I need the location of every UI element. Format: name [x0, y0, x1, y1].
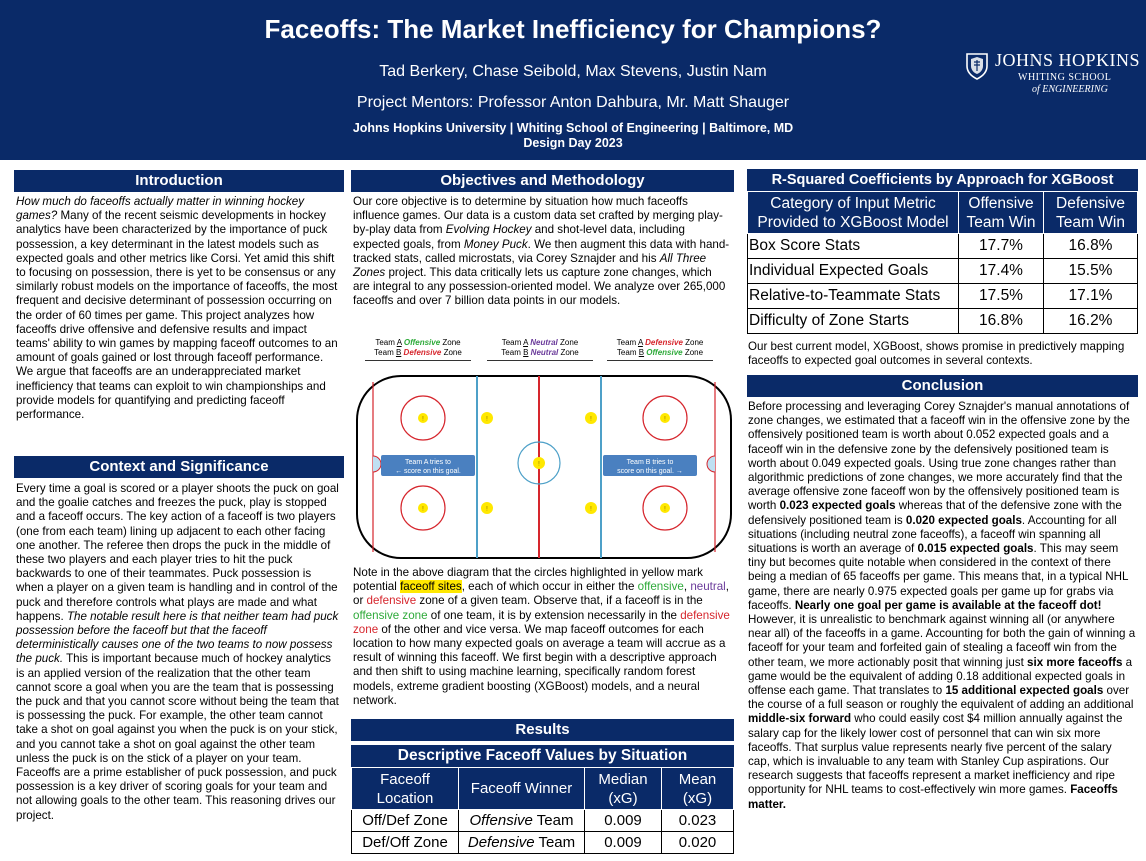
results-header-row: [352, 768, 734, 810]
cell-defensive: 15.5%: [1044, 259, 1138, 284]
dt-faceoff-sites: faceoff sites: [400, 580, 462, 594]
faceoff-dot-mark: !: [664, 506, 666, 513]
context-p1: Every time a goal is scored or a player shoots the puck on goal and the goalie catches and freezes the puck, play is stopped and a faceoff occurs. The key action of a faceoff is two players (one from each team) lining up adjacent to each other facing one another. The referee then drops the puck in the middle of these two players and each player tries to hit the puck backwards to one of their teammates. Puck possession is when a player on a given team is handling and in control of the puck and therefore controls what plays are made and what happens.: [16, 482, 339, 623]
zl-team: Team: [501, 338, 522, 347]
concl-c: whereas that of the defensive zone with the defensively positioned team is: [748, 499, 1122, 527]
concl-b8: Faceoffs matter.: [748, 783, 1118, 811]
dt-neutral: neutral: [690, 580, 726, 594]
objectives-all-three-zones: All Three Zones: [353, 251, 707, 280]
objectives-t4: project. This data critically lets us capture zone changes, which are integral to any possession-oriented model. We analyze over 265,000 faceoffs and over 7 billion data points in our models.: [353, 266, 726, 308]
concl-b7: middle-six forward: [748, 712, 852, 726]
zl-zone: Zone: [560, 348, 579, 357]
intro-question: How much do faceoffs actually matter in winning hockey games?: [16, 195, 305, 223]
objectives-t1: Our core objective is to determine by situation how much faceoffs influence games. Our data is a custom data set crafted by merging play-by-play data from: [353, 195, 723, 237]
introduction-heading: Introduction: [14, 170, 344, 192]
dt-offensive-zone: offensive zone: [353, 608, 428, 622]
col-faceoff-winner: Faceoff Winner: [459, 768, 585, 810]
faceoff-dot-mark: !: [664, 416, 666, 423]
objectives-text: [353, 195, 731, 309]
cell-location: Def/Off Zone: [352, 832, 459, 854]
logo-text-engineering: of ENGINEERING: [1032, 84, 1108, 95]
jhu-logo: [965, 50, 1141, 100]
cell-offensive: 16.8%: [959, 309, 1044, 334]
cell-defensive: 17.1%: [1044, 284, 1138, 309]
cell-category: Individual Expected Goals: [748, 259, 959, 284]
context-text: [16, 482, 340, 823]
zl-letter: B: [523, 348, 529, 357]
intro-body: Many of the recent seismic developments in hockey analytics have been characterized by the importance of puck possession, a key determinant in the latest models such as expected goals and other metrics like Corsi. Yet amid this shift to focusing on possession, there is yet to be consensus or any similarly robust models on the importance of faceoffs, the most frequent and decisive determinant of possession occurring on the order of 60 times per game. This project analyzes how faceoffs drive offensive and defensive results and impact teams' ability to win games by mapping faceoff outcomes to an amount of goals gained or lost through faceoff performance. We argue that faceoffs are an underappreciated market inefficiency that teams can exploit to win championships and provide models for quantifying and predicting faceoff performance.: [16, 209, 338, 422]
diagram-explanation: [353, 566, 731, 708]
table-row: [352, 810, 734, 832]
dt-c: ,: [683, 580, 691, 594]
concl-e: . This may seem tiny but becomes quite notable when considered in the context of there being a median of 65 faceoffs per game. This means that, in a typical NHL game, there are nearly 0.975 expected goals per game up for grabs via faceoffs.: [748, 542, 1129, 612]
objectives-money-puck: Money Puck: [463, 237, 528, 251]
logo-text-school: WHITING SCHOOL: [1018, 72, 1112, 83]
zl-defensive: Defensive: [645, 338, 683, 347]
zl-neutral: Neutral: [530, 338, 558, 347]
poster-title: Faceoffs: The Market Inefficiency for Champions?: [264, 14, 882, 44]
logo-text-main: JOHNS HOPKINS: [995, 50, 1141, 70]
col-faceoff-location: Faceoff Location: [352, 768, 459, 810]
shield-icon: [965, 52, 989, 80]
concl-b1: 0.023 expected goals: [779, 499, 896, 513]
zl-offensive: Offensive: [646, 348, 683, 357]
rink-diagram: [355, 334, 733, 560]
cell-winner-italic: Offensive: [469, 812, 533, 829]
zl-zone: Zone: [442, 338, 461, 347]
results-table-title: Descriptive Faceoff Values by Situation: [351, 745, 734, 767]
col-defensive-win: Defensive Team Win: [1044, 192, 1138, 234]
team-a-box-line2: ← score on this goal.: [395, 468, 461, 475]
context-italic: The notable result here is that neither team had puck possession before the faceoff but that the faceoff deterministically causes one of the two teams to now possess the puck.: [16, 609, 339, 666]
concl-g: a game would be the equivalent of adding 0.18 additional expected goals in offense each game. That translates to: [748, 655, 1133, 698]
cell-location: Off/Def Zone: [352, 810, 459, 832]
zl-letter: B: [395, 348, 402, 357]
introduction-text: [16, 195, 340, 422]
col-median: Median (xG): [585, 768, 662, 810]
col-category: Category of Input Metric Provided to XGBoost Model: [748, 192, 959, 234]
concl-b4: Nearly one goal per game is available at the faceoff dot!: [794, 598, 1102, 612]
team-b-box-line2: score on this goal. →: [617, 468, 683, 475]
dt-f: of one team, it is by extension necessarily in the: [427, 608, 681, 622]
cell-median: 0.009: [585, 810, 662, 832]
zl-offensive: Offensive: [403, 338, 441, 347]
results-heading: Results: [351, 719, 734, 741]
table-row: [748, 259, 1138, 284]
cell-category: Box Score Stats: [748, 234, 959, 259]
cell-mean: 0.023: [662, 810, 734, 832]
col-mean: Mean (xG): [662, 768, 734, 810]
objectives-t2: and shot-level data, including expected goals, from: [353, 223, 685, 251]
cell-defensive: 16.8%: [1044, 234, 1138, 259]
rsq-table: [747, 191, 1138, 334]
zl-letter: A: [396, 338, 402, 347]
table-row: [748, 234, 1138, 259]
zl-team: Team: [616, 338, 637, 347]
zl-zone: Zone: [684, 348, 704, 357]
dt-b: , each of which occur in either the: [461, 580, 638, 594]
faceoff-dot-mark: !: [486, 416, 488, 423]
cell-offensive: 17.4%: [959, 259, 1044, 284]
context-p2: This is important because much of hockey analytics is an applied version of the realization that the other team cannot score a goal when you are the team that is possessing the puck and that you cannot score without being the team that is possessing the puck. For example, the other team cannot take a shot on goal against you when the puck is on your stick, and you cannot take a shot on goal against the other team unless the puck is on the stick of a player on your team. Faceoffs are a prime establisher of puck possession, and puck possession is a key driver of scoring goals for your team and not allowing goals to the other team. This reasoning drives our project.: [16, 652, 339, 822]
dt-a: Note in the above diagram that the circles highlighted in yellow mark potential: [353, 566, 703, 594]
faceoff-dot-mark: !: [590, 416, 592, 423]
context-heading: Context and Significance: [14, 456, 344, 478]
zl-team: Team: [501, 348, 521, 357]
dt-defensive: defensive: [366, 594, 417, 608]
table-row: [352, 832, 734, 854]
table-row: [748, 309, 1138, 334]
concl-b2: 0.020 expected goals: [905, 513, 1022, 527]
objectives-t3: . We then augment this data with hand-tracked stats, called microstats, via Corey Sznajder and his: [353, 237, 730, 265]
concl-h: over the course of a full season or roughly the equivalent of adding an additional: [748, 684, 1134, 712]
rsq-header-row: [748, 192, 1138, 234]
affiliation: Johns Hopkins University | Whiting School of Engineering | Baltimore, MD: [352, 121, 794, 135]
concl-i: who could easily cost $4 million annually against the salary cap for the likely lower cost of personnel that can win six more faceoffs. That surplus value represents nearly five percent of the salary cap, which is invaluable to any team with Stanley Cup aspirations. Our research suggests that faceoffs represent a market inefficiency and ripe opportunity for NHL teams to cost-effectively win more games.: [748, 712, 1123, 797]
dt-offensive: offensive: [637, 580, 684, 594]
zl-zone: Zone: [685, 338, 704, 347]
objectives-evolving-hockey: Evolving Hockey: [445, 223, 532, 237]
conclusion-heading: Conclusion: [747, 375, 1138, 397]
team-b-box-line1: Team B tries to: [626, 459, 674, 466]
conclusion-text: [748, 400, 1136, 812]
zl-neutral: Neutral: [530, 348, 559, 357]
zl-zone: Zone: [560, 338, 579, 347]
rsq-note: Our best current model, XGBoost, shows promise in predictively mapping faceoffs to expected goal outcomes in several contexts.: [748, 340, 1125, 368]
dt-d: , or: [353, 580, 729, 608]
zl-letter: B: [638, 348, 645, 357]
concl-b5: six more faceoffs: [1027, 655, 1123, 669]
cell-winner-italic: Defensive: [467, 834, 535, 851]
zl-team: Team: [375, 338, 395, 347]
dt-e: zone of a given team. Observe that, if a faceoff is in the: [416, 594, 703, 608]
team-a-box-line1: Team A tries to: [405, 459, 451, 466]
cell-category: Relative-to-Teammate Stats: [748, 284, 959, 309]
poster-header: [0, 0, 1146, 160]
cell-category: Difficulty of Zone Starts: [748, 309, 959, 334]
event-name: Design Day 2023: [523, 136, 623, 150]
zl-defensive: Defensive: [403, 348, 442, 357]
concl-b3: 0.015 expected goals: [917, 542, 1034, 556]
concl-f: However, it is unrealistic to benchmark against winning all (or anywhere near all) of the faceoffs in a game. Accounting for both the gain of winning a faceoff for your team and forfeited gain of stealing a faceoff win from the other team, we more actionably posit that winning just: [748, 613, 1136, 669]
mentors: Project Mentors: Professor Anton Dahbura, Mr. Matt Shauger: [356, 94, 790, 111]
concl-d: . Accounting for all situations (including neutral zone faceoffs), a faceoff win spanning all situations is worth an average of: [748, 513, 1117, 556]
rsq-title: R-Squared Coefficients by Approach for XGBoost: [747, 169, 1138, 191]
faceoff-dot-mark: !: [422, 506, 424, 513]
objectives-heading: Objectives and Methodology: [351, 170, 734, 192]
table-row: [748, 284, 1138, 309]
cell-winner: Team: [534, 834, 576, 851]
cell-winner: Team: [532, 812, 574, 829]
zl-team: Team: [374, 348, 394, 357]
cell-offensive: 17.5%: [959, 284, 1044, 309]
zl-team: Team: [616, 348, 637, 357]
dt-defensive-zone: defensive zone: [353, 608, 730, 636]
faceoff-dot-mark: !: [486, 506, 488, 513]
results-table: [351, 767, 734, 854]
zl-letter: A: [523, 338, 528, 347]
concl-b6: 15 additional expected goals: [945, 684, 1104, 698]
concl-a: Before processing and leveraging Corey Sznajder's manual annotations of zone changes, we estimated that a faceoff win in the offensive zone by the offensively positioned team is worth about 0.052 expected goals and a faceoff win in the defensive zone by the defensively positioned team is worth about 0.049 expected goals. Using true zone changes rather than algorithmic predictions of zone changes, we more accurately find that the average offensive zone faceoff won by the offensively positioned team is worth: [748, 400, 1130, 513]
zl-zone: Zone: [443, 348, 462, 357]
faceoff-dot-mark: !: [590, 506, 592, 513]
zl-letter: A: [637, 338, 643, 347]
faceoff-dot-mark: !: [538, 461, 540, 468]
cell-median: 0.009: [585, 832, 662, 854]
cell-defensive: 16.2%: [1044, 309, 1138, 334]
cell-offensive: 17.7%: [959, 234, 1044, 259]
cell-mean: 0.020: [662, 832, 734, 854]
faceoff-dot-mark: !: [422, 416, 424, 423]
dt-g: of the other and vice versa. We map faceoff outcomes for each location to how many expected goals on average a team will accrue as a result of winning this faceoff. We first begin with a descriptive approach and then shift to using machine learning, specifically random forest models, extreme gradient boosting (XGBoost) models, and a neural network.: [353, 622, 726, 707]
col-offensive-win: Offensive Team Win: [959, 192, 1044, 234]
authors: Tad Berkery, Chase Seibold, Max Stevens, Justin Nam: [379, 63, 767, 80]
